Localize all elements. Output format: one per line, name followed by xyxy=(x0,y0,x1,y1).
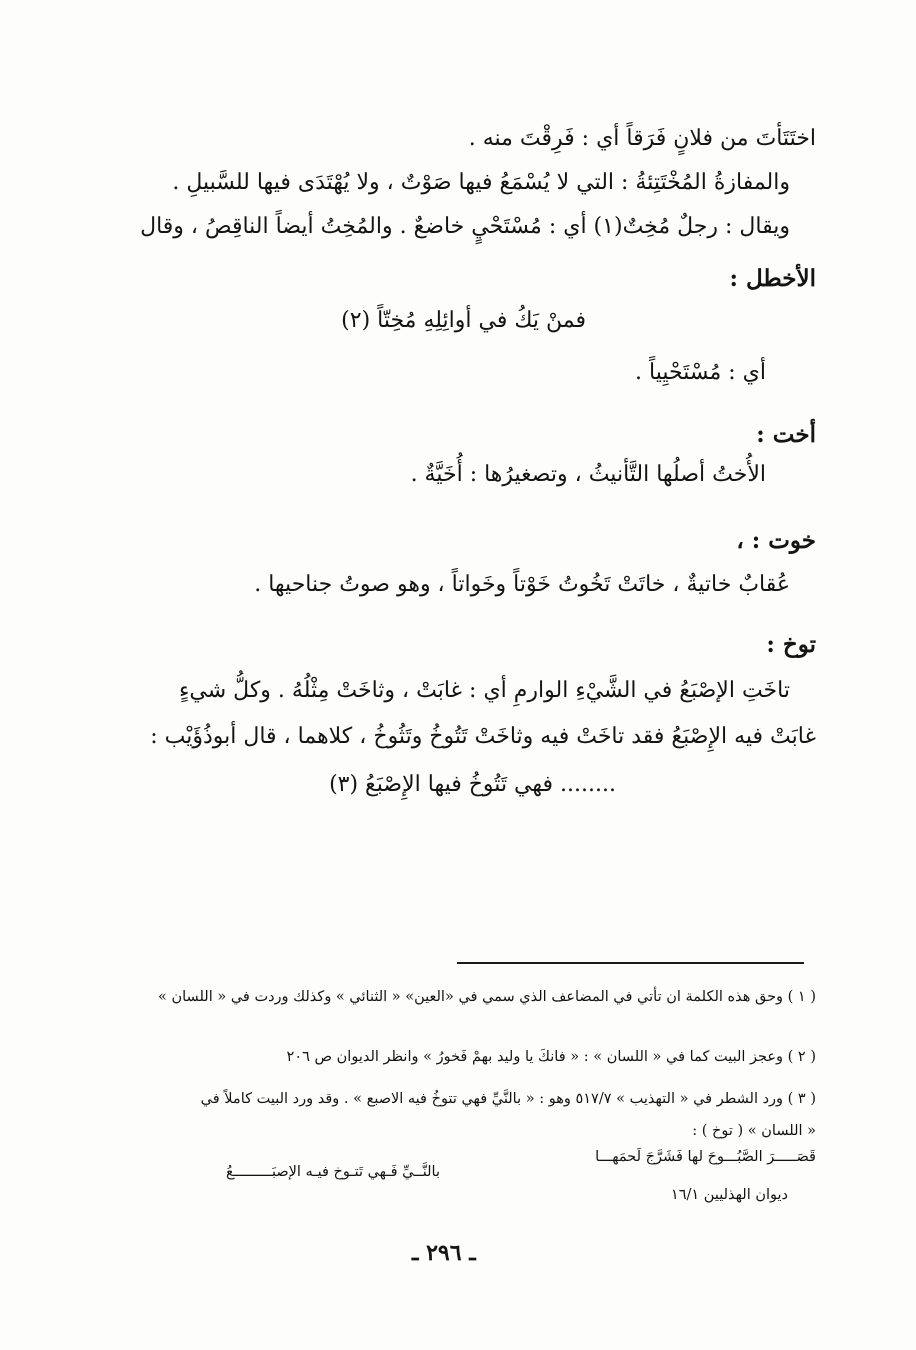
entry-heading-okht: أخت : xyxy=(756,421,816,448)
text-line-8: تاخَتِ الإصْبَعُ في الشَّيْءِ الوارمِ أي : غابَتْ ، وثاخَتْ مِثْلُهُ . وكلُّ شيءٍ xyxy=(179,678,790,703)
text-line-5: أي : مُسْتَحْيِياً . xyxy=(635,360,766,385)
page-number: ـ ٢٩٦ ـ xyxy=(412,1240,476,1266)
text-line-4: الأخطل : xyxy=(729,265,816,292)
text-line-7: عُقابٌ خاتيةٌ ، خاتَتْ تَخُوتُ خَوْتاً وخَواتاً ، وهو صوتُ جناحيها . xyxy=(254,572,790,597)
verse-1: فمنْ يَكُ في أوائِلِهِ مُخِتّاً (٢) xyxy=(341,308,586,333)
footnote-3-verse-second-half: بالنَّــيِّ فَـهي تَتـوخ فيـه الإصبَـــــــــعُ xyxy=(226,1163,440,1180)
footnote-separator xyxy=(457,962,804,964)
footnote-3-line-2: « اللسان » ( توخ ) : xyxy=(692,1123,816,1139)
text-line-2: والمفازةُ المُخْتَتِئةُ : التي لا يُسْمَعُ فيها صَوْتٌ ، ولا يُهْتَدَى فيها للسَّبيلِ . xyxy=(172,170,790,195)
text-line-1: اختَتَأتَ من فلانٍ فَرَقاً أي : فَرِقْتَ منه . xyxy=(468,126,816,151)
verse-2: ........ فهي تَتُوخُ فيها الإِصْبَعُ (٣) xyxy=(329,772,616,797)
footnote-3-line-1: ( ٣ ) ورد الشطر في « التهذيب » ٥١٧/٧ وهو : « بالنَّيِّ فهي تتوخُ فيه الاصبع » . وقد ورد البيت كاملاً في xyxy=(200,1091,816,1107)
footnote-1: ( ١ ) وحق هذه الكلمة ان تأتي في المضاعف الذي سمي في «العين» « الثنائي » وكذلك وردت في « اللسان » xyxy=(158,989,816,1005)
entry-heading-tawkh: توخ : xyxy=(766,631,816,658)
text-line-6: الأُختُ أصلُها التَّأنيثُ ، وتصغيرُها : أُخَيَّةٌ . xyxy=(410,462,766,487)
footnote-3-source: ديوان الهذليين ١٦/١ xyxy=(670,1187,788,1203)
footnote-3-verse-first-half: قَصَـــــرَ الصَّبُـــوحَ لها فَشَرَّجَ لَحمَهـــا xyxy=(595,1149,816,1165)
entry-heading-khawt: خوت : ، xyxy=(736,527,816,554)
footnote-2: ( ٢ ) وعجز البيت كما في « اللسان » : « فانكَ يا وليد بهمْ فَخورُ » وانظر الديوان ص ٢٠٦ xyxy=(286,1049,816,1065)
text-line-3: ويقال : رجلٌ مُخِتٌ(١) أي : مُسْتَحْيٍ خاضعٌ . والمُخِتُ أيضاً الناقِصُ ، وقال xyxy=(140,214,790,239)
text-line-9: غابَتْ فيه الإِصْبَعُ فقد تاخَتْ فيه وثاخَتْ تَتُوخُ وتَثُوخُ ، كلاهما ، قال أبوذُؤَيْب : xyxy=(150,724,816,749)
